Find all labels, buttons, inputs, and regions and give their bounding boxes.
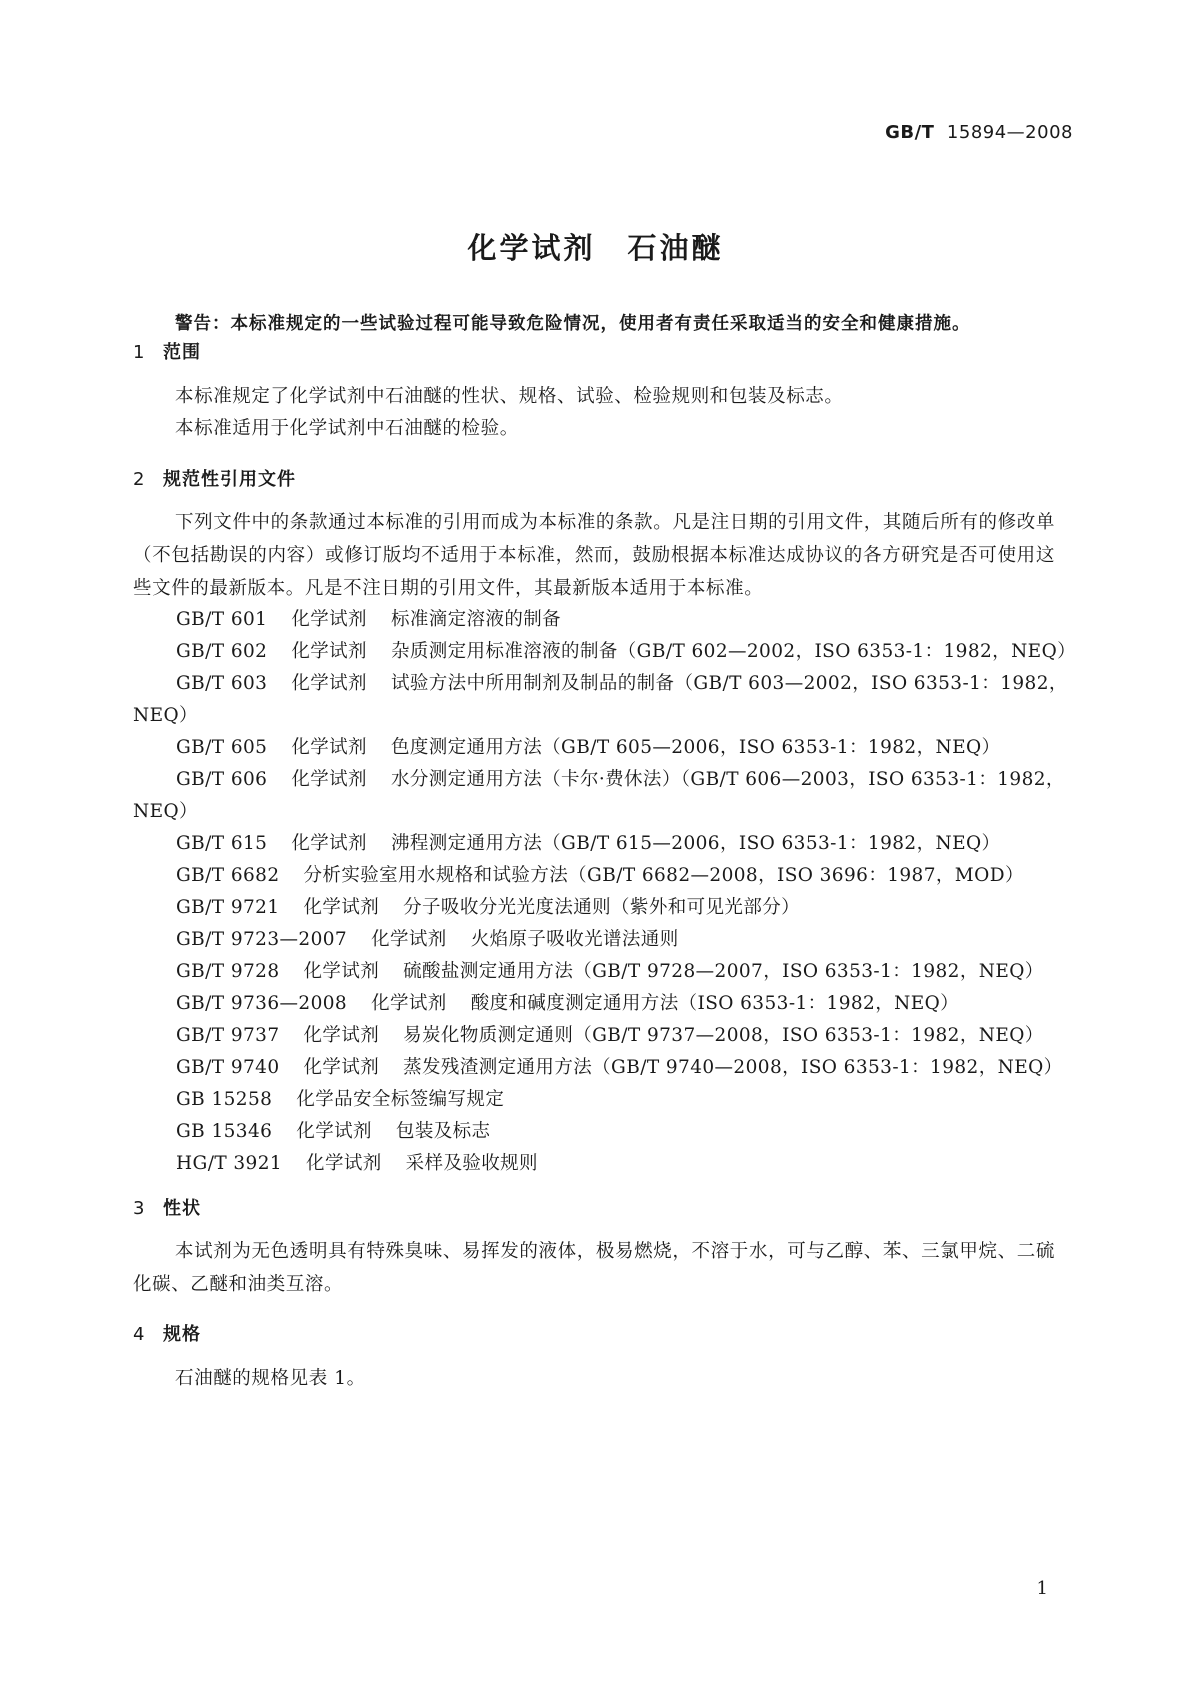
section-1-paragraph-1: 本标准规定了化学试剂中石油醚的性状、规格、试验、检验规则和包装及标志。	[175, 386, 844, 407]
reference-item: GB/T 615 化学试剂 沸程测定通用方法（GB/T 615—2006，ISO 6353-1：1982，NEQ）	[176, 833, 1001, 854]
reference-item: GB/T 602 化学试剂 杂质测定用标准溶液的制备（GB/T 602—2002，ISO 6353-1：1982，NEQ）	[176, 641, 1077, 662]
reference-item: GB/T 9737 化学试剂 易炭化物质测定通则（GB/T 9737—2008，ISO 6353-1：1982，NEQ）	[176, 1025, 1044, 1046]
standard-code-prefix: GB/T	[885, 122, 935, 143]
reference-item: GB/T 9736—2008 化学试剂 酸度和碱度测定通用方法（ISO 6353-1：1982，NEQ）	[176, 993, 960, 1014]
page-number: 1	[1036, 1578, 1048, 1599]
reference-item: GB/T 601 化学试剂 标准滴定溶液的制备	[176, 609, 562, 630]
section-1-heading: 1 范围	[133, 342, 201, 363]
section-3-paragraph: 本试剂为无色透明具有特殊臭味、易挥发的液体，极易燃烧，不溶于水，可与乙醇、苯、三氯甲烷、二硫化碳、乙醚和油类互溶。	[133, 1241, 1055, 1295]
reference-item: HG/T 3921 化学试剂 采样及验收规则	[176, 1153, 538, 1174]
reference-item: GB/T 9728 化学试剂 硫酸盐测定通用方法（GB/T 9728—2007，ISO 6353-1：1982，NEQ）	[176, 961, 1044, 982]
section-2-intro: 下列文件中的条款通过本标准的引用而成为本标准的条款。凡是注日期的引用文件，其随后所有的修改单（不包括勘误的内容）或修订版均不适用于本标准，然而，鼓励根据本标准达成协议的各方研究是否可使用这些文件的最新版本。凡是不注日期的引用文件，其最新版本适用于本标准。	[133, 512, 1055, 599]
section-1-paragraph-2: 本标准适用于化学试剂中石油醚的检验。	[175, 418, 519, 439]
reference-item: GB/T 9740 化学试剂 蒸发残渣测定通用方法（GB/T 9740—2008，ISO 6353-1：1982，NEQ）	[176, 1057, 1063, 1078]
reference-item: GB/T 603 化学试剂 试验方法中所用制剂及制品的制备（GB/T 603—2002，ISO 6353-1：1982，	[176, 673, 1068, 694]
section-2-heading: 2 规范性引用文件	[133, 469, 296, 490]
reference-item-continuation: NEQ）	[133, 801, 198, 822]
standard-code	[885, 122, 1073, 143]
reference-item: GB 15258 化学品安全标签编写规定	[176, 1089, 505, 1110]
reference-item: GB/T 9723—2007 化学试剂 火焰原子吸收光谱法通则	[176, 929, 679, 950]
reference-item: GB/T 606 化学试剂 水分测定通用方法（卡尔·费休法）（GB/T 606—2003，ISO 6353-1：1982，	[176, 769, 1065, 790]
reference-item: GB 15346 化学试剂 包装及标志	[176, 1121, 491, 1142]
document-title: 化学试剂 石油醚	[467, 231, 724, 265]
reference-item: GB/T 9721 化学试剂 分子吸收分光光度法通则（紫外和可见光部分）	[176, 897, 801, 918]
standard-code-number: 15894—2008	[946, 122, 1073, 143]
warning-text: 警告：本标准规定的一些试验过程可能导致危险情况，使用者有责任采取适当的安全和健康措施。	[175, 314, 971, 334]
reference-item-continuation: NEQ）	[133, 705, 198, 726]
reference-item: GB/T 605 化学试剂 色度测定通用方法（GB/T 605—2006，ISO 6353-1：1982，NEQ）	[176, 737, 1001, 758]
section-4-heading: 4 规格	[133, 1324, 201, 1345]
reference-item: GB/T 6682 分析实验室用水规格和试验方法（GB/T 6682—2008，ISO 3696：1987，MOD）	[176, 865, 1024, 886]
section-3-heading: 3 性状	[133, 1198, 201, 1219]
section-4-paragraph: 石油醚的规格见表 1。	[175, 1368, 366, 1389]
